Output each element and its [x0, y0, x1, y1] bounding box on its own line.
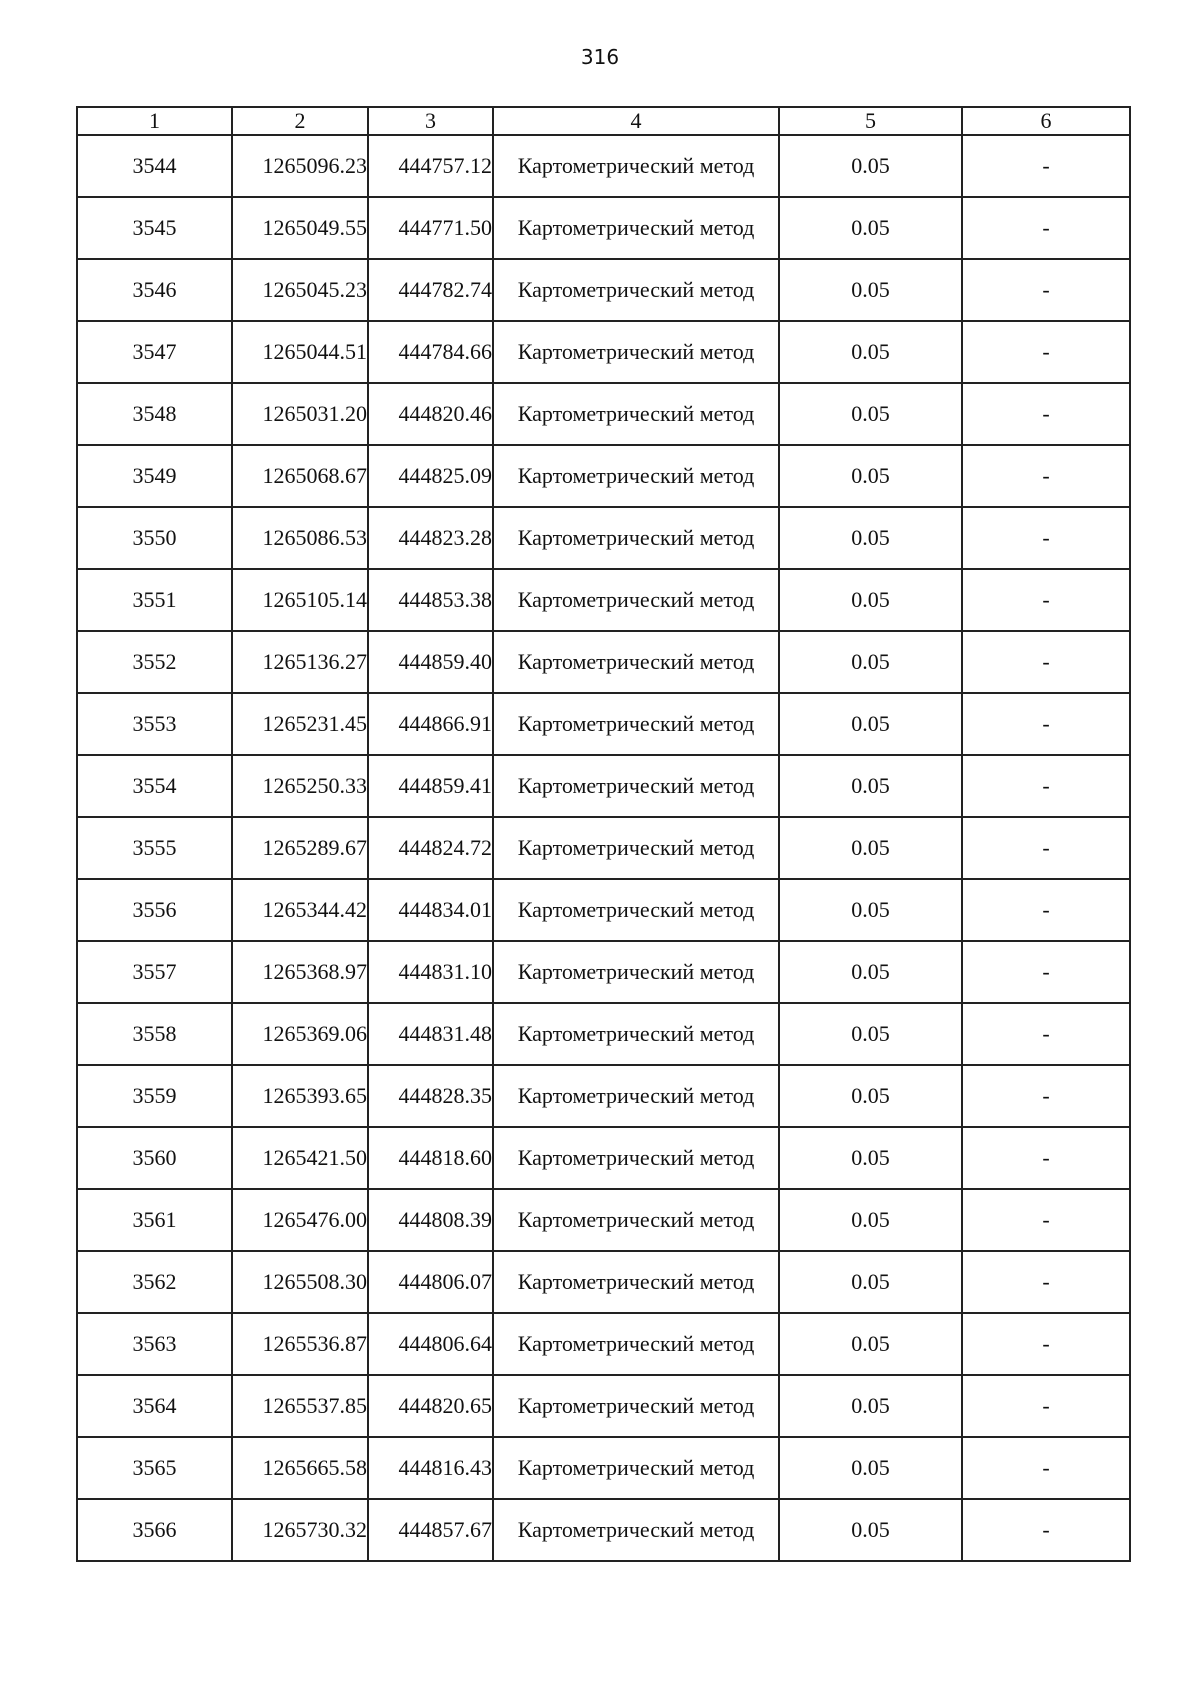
point-number-cell: 3552: [77, 631, 232, 693]
table-row: [77, 135, 1130, 197]
table-row: [77, 1127, 1130, 1189]
column-header: 1: [77, 107, 232, 135]
point-number-cell: 3551: [77, 569, 232, 631]
method-cell: Картометрический метод: [493, 755, 779, 817]
y-coordinate-cell: 444853.38: [368, 569, 493, 631]
x-coordinate-cell: 1265105.14: [232, 569, 368, 631]
table-row: [77, 1499, 1130, 1561]
accuracy-cell: 0.05: [779, 1127, 962, 1189]
accuracy-cell: 0.05: [779, 1437, 962, 1499]
y-coordinate-cell: 444824.72: [368, 817, 493, 879]
note-cell: -: [962, 1375, 1130, 1437]
table-row: [77, 1375, 1130, 1437]
y-coordinate-cell: 444859.41: [368, 755, 493, 817]
method-cell: Картометрический метод: [493, 941, 779, 1003]
method-cell: Картометрический метод: [493, 1003, 779, 1065]
accuracy-cell: 0.05: [779, 383, 962, 445]
y-coordinate-cell: 444820.46: [368, 383, 493, 445]
x-coordinate-cell: 1265289.67: [232, 817, 368, 879]
y-coordinate-cell: 444818.60: [368, 1127, 493, 1189]
x-coordinate-cell: 1265031.20: [232, 383, 368, 445]
x-coordinate-cell: 1265344.42: [232, 879, 368, 941]
accuracy-cell: 0.05: [779, 321, 962, 383]
y-coordinate-cell: 444831.48: [368, 1003, 493, 1065]
point-number-cell: 3566: [77, 1499, 232, 1561]
accuracy-cell: 0.05: [779, 755, 962, 817]
point-number-cell: 3555: [77, 817, 232, 879]
y-coordinate-cell: 444757.12: [368, 135, 493, 197]
method-cell: Картометрический метод: [493, 197, 779, 259]
note-cell: -: [962, 1003, 1130, 1065]
accuracy-cell: 0.05: [779, 1189, 962, 1251]
x-coordinate-cell: 1265665.58: [232, 1437, 368, 1499]
header-row: [77, 107, 1130, 135]
x-coordinate-cell: 1265049.55: [232, 197, 368, 259]
accuracy-cell: 0.05: [779, 1251, 962, 1313]
table-row: [77, 507, 1130, 569]
x-coordinate-cell: 1265231.45: [232, 693, 368, 755]
accuracy-cell: 0.05: [779, 941, 962, 1003]
method-cell: Картометрический метод: [493, 259, 779, 321]
note-cell: -: [962, 321, 1130, 383]
table-row: [77, 321, 1130, 383]
point-number-cell: 3547: [77, 321, 232, 383]
page-number: 316: [580, 45, 620, 69]
point-number-cell: 3562: [77, 1251, 232, 1313]
x-coordinate-cell: 1265421.50: [232, 1127, 368, 1189]
method-cell: Картометрический метод: [493, 1499, 779, 1561]
point-number-cell: 3561: [77, 1189, 232, 1251]
y-coordinate-cell: 444806.64: [368, 1313, 493, 1375]
y-coordinate-cell: 444782.74: [368, 259, 493, 321]
table-row: [77, 879, 1130, 941]
x-coordinate-cell: 1265096.23: [232, 135, 368, 197]
x-coordinate-cell: 1265068.67: [232, 445, 368, 507]
y-coordinate-cell: 444825.09: [368, 445, 493, 507]
method-cell: Картометрический метод: [493, 693, 779, 755]
note-cell: -: [962, 755, 1130, 817]
point-number-cell: 3565: [77, 1437, 232, 1499]
point-number-cell: 3545: [77, 197, 232, 259]
note-cell: -: [962, 507, 1130, 569]
accuracy-cell: 0.05: [779, 879, 962, 941]
x-coordinate-cell: 1265368.97: [232, 941, 368, 1003]
table-row: [77, 1189, 1130, 1251]
point-number-cell: 3554: [77, 755, 232, 817]
accuracy-cell: 0.05: [779, 1499, 962, 1561]
x-coordinate-cell: 1265476.00: [232, 1189, 368, 1251]
note-cell: -: [962, 135, 1130, 197]
y-coordinate-cell: 444859.40: [368, 631, 493, 693]
method-cell: Картометрический метод: [493, 135, 779, 197]
point-number-cell: 3550: [77, 507, 232, 569]
accuracy-cell: 0.05: [779, 569, 962, 631]
y-coordinate-cell: 444820.65: [368, 1375, 493, 1437]
column-header: 3: [368, 107, 493, 135]
note-cell: -: [962, 445, 1130, 507]
method-cell: Картометрический метод: [493, 631, 779, 693]
method-cell: Картометрический метод: [493, 1251, 779, 1313]
accuracy-cell: 0.05: [779, 631, 962, 693]
note-cell: -: [962, 693, 1130, 755]
point-number-cell: 3546: [77, 259, 232, 321]
note-cell: -: [962, 1065, 1130, 1127]
point-number-cell: 3560: [77, 1127, 232, 1189]
note-cell: -: [962, 569, 1130, 631]
method-cell: Картометрический метод: [493, 569, 779, 631]
accuracy-cell: 0.05: [779, 259, 962, 321]
accuracy-cell: 0.05: [779, 197, 962, 259]
accuracy-cell: 0.05: [779, 1375, 962, 1437]
y-coordinate-cell: 444771.50: [368, 197, 493, 259]
y-coordinate-cell: 444828.35: [368, 1065, 493, 1127]
note-cell: -: [962, 1127, 1130, 1189]
table-row: [77, 1251, 1130, 1313]
table-row: [77, 1313, 1130, 1375]
table-row: [77, 445, 1130, 507]
table-row: [77, 941, 1130, 1003]
point-number-cell: 3548: [77, 383, 232, 445]
method-cell: Картометрический метод: [493, 507, 779, 569]
table-row: [77, 755, 1130, 817]
note-cell: -: [962, 817, 1130, 879]
column-header: 2: [232, 107, 368, 135]
method-cell: Картометрический метод: [493, 817, 779, 879]
accuracy-cell: 0.05: [779, 1003, 962, 1065]
point-number-cell: 3553: [77, 693, 232, 755]
accuracy-cell: 0.05: [779, 1313, 962, 1375]
column-header: 5: [779, 107, 962, 135]
method-cell: Картометрический метод: [493, 1437, 779, 1499]
note-cell: -: [962, 383, 1130, 445]
method-cell: Картометрический метод: [493, 1189, 779, 1251]
method-cell: Картометрический метод: [493, 1065, 779, 1127]
column-header: 6: [962, 107, 1130, 135]
table-row: [77, 197, 1130, 259]
y-coordinate-cell: 444831.10: [368, 941, 493, 1003]
table-body: [77, 135, 1130, 1561]
note-cell: -: [962, 1499, 1130, 1561]
note-cell: -: [962, 941, 1130, 1003]
point-number-cell: 3563: [77, 1313, 232, 1375]
method-cell: Картометрический метод: [493, 445, 779, 507]
note-cell: -: [962, 1313, 1130, 1375]
x-coordinate-cell: 1265730.32: [232, 1499, 368, 1561]
note-cell: -: [962, 1251, 1130, 1313]
x-coordinate-cell: 1265086.53: [232, 507, 368, 569]
y-coordinate-cell: 444834.01: [368, 879, 493, 941]
table-row: [77, 1437, 1130, 1499]
x-coordinate-cell: 1265045.23: [232, 259, 368, 321]
point-number-cell: 3544: [77, 135, 232, 197]
note-cell: -: [962, 259, 1130, 321]
y-coordinate-cell: 444857.67: [368, 1499, 493, 1561]
table-row: [77, 631, 1130, 693]
table-row: [77, 693, 1130, 755]
table-row: [77, 259, 1130, 321]
method-cell: Картометрический метод: [493, 1313, 779, 1375]
accuracy-cell: 0.05: [779, 507, 962, 569]
y-coordinate-cell: 444823.28: [368, 507, 493, 569]
y-coordinate-cell: 444806.07: [368, 1251, 493, 1313]
x-coordinate-cell: 1265537.85: [232, 1375, 368, 1437]
x-coordinate-cell: 1265250.33: [232, 755, 368, 817]
y-coordinate-cell: 444808.39: [368, 1189, 493, 1251]
point-number-cell: 3549: [77, 445, 232, 507]
method-cell: Картометрический метод: [493, 383, 779, 445]
x-coordinate-cell: 1265508.30: [232, 1251, 368, 1313]
method-cell: Картометрический метод: [493, 1375, 779, 1437]
method-cell: Картометрический метод: [493, 879, 779, 941]
table-row: [77, 1065, 1130, 1127]
table-row: [77, 817, 1130, 879]
y-coordinate-cell: 444866.91: [368, 693, 493, 755]
point-number-cell: 3558: [77, 1003, 232, 1065]
point-number-cell: 3559: [77, 1065, 232, 1127]
table-row: [77, 383, 1130, 445]
point-number-cell: 3556: [77, 879, 232, 941]
note-cell: -: [962, 1189, 1130, 1251]
note-cell: -: [962, 1437, 1130, 1499]
coordinates-table: [76, 106, 1131, 1562]
method-cell: Картометрический метод: [493, 321, 779, 383]
accuracy-cell: 0.05: [779, 1065, 962, 1127]
table-row: [77, 569, 1130, 631]
y-coordinate-cell: 444784.66: [368, 321, 493, 383]
method-cell: Картометрический метод: [493, 1127, 779, 1189]
x-coordinate-cell: 1265536.87: [232, 1313, 368, 1375]
y-coordinate-cell: 444816.43: [368, 1437, 493, 1499]
accuracy-cell: 0.05: [779, 445, 962, 507]
x-coordinate-cell: 1265044.51: [232, 321, 368, 383]
x-coordinate-cell: 1265136.27: [232, 631, 368, 693]
accuracy-cell: 0.05: [779, 135, 962, 197]
x-coordinate-cell: 1265393.65: [232, 1065, 368, 1127]
point-number-cell: 3557: [77, 941, 232, 1003]
column-header: 4: [493, 107, 779, 135]
note-cell: -: [962, 879, 1130, 941]
note-cell: -: [962, 197, 1130, 259]
table-row: [77, 1003, 1130, 1065]
accuracy-cell: 0.05: [779, 817, 962, 879]
note-cell: -: [962, 631, 1130, 693]
x-coordinate-cell: 1265369.06: [232, 1003, 368, 1065]
point-number-cell: 3564: [77, 1375, 232, 1437]
accuracy-cell: 0.05: [779, 693, 962, 755]
